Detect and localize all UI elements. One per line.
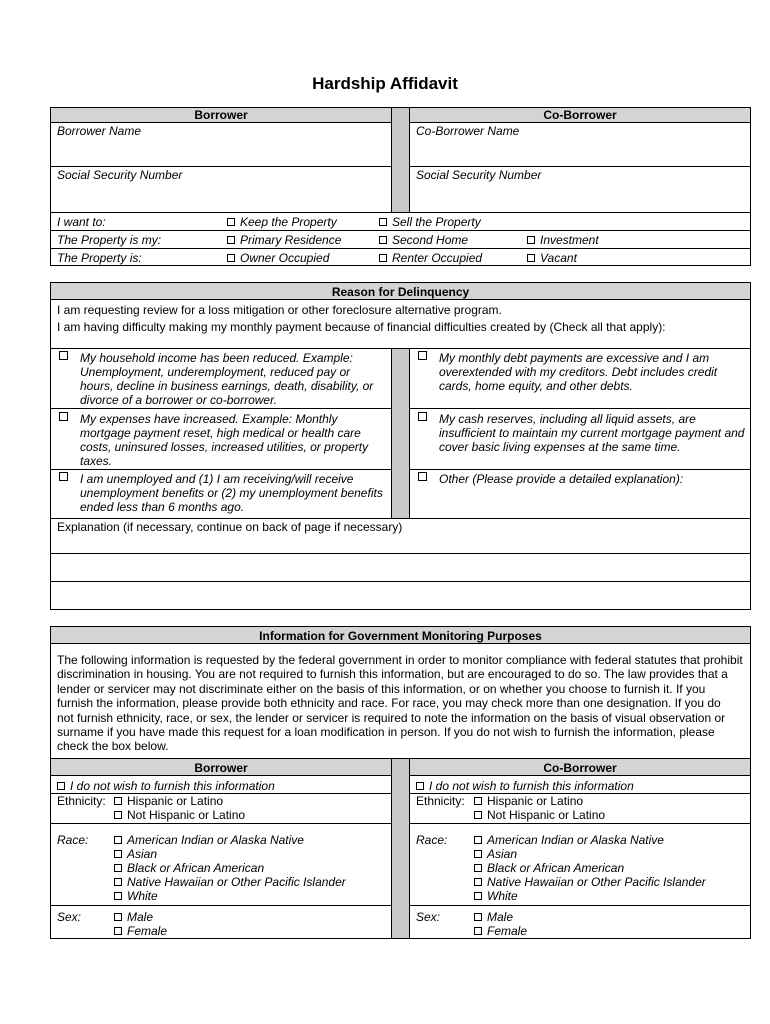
reason-unemployed-3: ended less than 6 months ago. bbox=[80, 500, 245, 514]
coborrower-male-option[interactable]: Male bbox=[474, 910, 513, 924]
coborrower-header: Co-Borrower bbox=[543, 108, 617, 122]
coborrower-name-field[interactable] bbox=[410, 124, 750, 166]
primary-residence-option[interactable]: Primary Residence bbox=[227, 233, 341, 247]
explanation-line-3[interactable] bbox=[51, 582, 750, 608]
borrower-ssn-field[interactable] bbox=[51, 168, 391, 211]
coborrower-ssn-field[interactable] bbox=[410, 168, 750, 211]
divider bbox=[51, 408, 391, 409]
explanation-line-1[interactable] bbox=[51, 536, 750, 552]
checkbox-icon[interactable] bbox=[227, 218, 235, 226]
borrower-race-option[interactable]: Black or African American bbox=[114, 861, 264, 875]
checkbox-icon[interactable] bbox=[474, 913, 482, 921]
borrower-header: Borrower bbox=[194, 108, 248, 122]
coborrower-race-label: Race: bbox=[416, 833, 448, 847]
checkbox-icon[interactable] bbox=[114, 864, 122, 872]
checkbox-icon[interactable] bbox=[114, 892, 122, 900]
divider bbox=[51, 518, 750, 519]
coborrower-race-option[interactable]: Asian bbox=[474, 847, 517, 861]
borrower-male-option[interactable]: Male bbox=[114, 910, 153, 924]
coborrower-ssn-label: Social Security Number bbox=[416, 168, 542, 182]
reason-cash-3: cover basic living expenses at the same time. bbox=[439, 440, 681, 454]
reason-cash-1: My cash reserves, including all liquid assets, are bbox=[439, 412, 696, 426]
borrower-hispanic-option[interactable]: Hispanic or Latino bbox=[114, 794, 223, 808]
coborrower-name-label: Co-Borrower Name bbox=[416, 124, 520, 138]
coborrower-hispanic-option[interactable]: Hispanic or Latino bbox=[474, 794, 583, 808]
monitoring-paragraph-6: surname if you have made this request for a loan modification in person. If you do not wish to furnish the information, please bbox=[57, 725, 715, 739]
borrower-female-option[interactable]: Female bbox=[114, 924, 167, 938]
divider bbox=[410, 823, 750, 824]
delinquency-line1: I am requesting review for a loss mitigation or other foreclosure alternative program. bbox=[57, 303, 502, 317]
monitoring-paragraph-3: lender or servicer may not discriminate either on the basis of this information, or on whether you choose to furnish it. If you bbox=[57, 681, 706, 696]
reason-debt-2: overextended with my creditors. Debt includes credit bbox=[439, 365, 718, 379]
renter-occupied-option[interactable]: Renter Occupied bbox=[379, 251, 482, 265]
column-divider bbox=[391, 108, 410, 212]
keep-property-option[interactable]: Keep the Property bbox=[227, 215, 337, 229]
coborrower-race-option[interactable]: White bbox=[474, 889, 518, 903]
borrower-name-label: Borrower Name bbox=[57, 124, 142, 138]
page-title: Hardship Affidavit bbox=[312, 74, 458, 93]
borrower-race-option[interactable]: American Indian or Alaska Native bbox=[114, 833, 304, 847]
checkbox-icon[interactable] bbox=[227, 236, 235, 244]
reason-other: Other (Please provide a detailed explanation): bbox=[439, 472, 684, 486]
checkbox-icon[interactable] bbox=[527, 254, 535, 262]
monitoring-paragraph-1: The following information is requested by the federal government in order to monitor compliance with federal statutes that prohibit bbox=[57, 653, 743, 667]
reason-income-3: hours, decline in business earnings, death, disability, or bbox=[80, 379, 374, 393]
reason-cash-2: insufficient to maintain my current mortgage payment and bbox=[439, 426, 745, 440]
reason-unemployed-2: unemployment benefits or (2) my unemployment benefits bbox=[80, 486, 383, 500]
explanation-label: Explanation (if necessary, continue on back of page if necessary) bbox=[57, 520, 403, 534]
checkbox-icon[interactable] bbox=[379, 236, 387, 244]
checkbox-icon[interactable] bbox=[114, 811, 122, 819]
reason-debt-1: My monthly debt payments are excessive and I am bbox=[439, 351, 710, 365]
divider bbox=[51, 212, 750, 213]
reason-debt-3: cards, home equity, and other debts. bbox=[439, 379, 633, 393]
coborrower-not-hispanic-option[interactable]: Not Hispanic or Latino bbox=[474, 808, 605, 822]
checkbox-icon[interactable] bbox=[114, 836, 122, 844]
checkbox-icon[interactable] bbox=[114, 850, 122, 858]
coborrower-no-furnish-option[interactable]: I do not wish to furnish this information bbox=[416, 779, 634, 793]
checkbox-icon[interactable] bbox=[418, 472, 427, 481]
want-label: I want to: bbox=[57, 215, 106, 229]
monitoring-paragraph-5: not furnish ethnicity, race, or sex, the lender or servicer is required to note the information on the basis of visual observation or bbox=[57, 710, 726, 725]
checkbox-icon[interactable] bbox=[59, 472, 68, 481]
divider bbox=[51, 823, 391, 824]
checkbox-icon[interactable] bbox=[59, 351, 68, 360]
borrower-no-furnish-option[interactable]: I do not wish to furnish this information bbox=[57, 779, 275, 793]
delinquency-line2: I am having difficulty making my monthly payment because of financial difficulties created by (Check all that apply): bbox=[57, 320, 666, 334]
borrower-not-hispanic-option[interactable]: Not Hispanic or Latino bbox=[114, 808, 245, 822]
explanation-line-2[interactable] bbox=[51, 554, 750, 580]
checkbox-icon[interactable] bbox=[474, 850, 482, 858]
reason-expenses-3: costs, uninsured losses, increased utilities, or property bbox=[80, 440, 369, 454]
checkbox-icon[interactable] bbox=[114, 797, 122, 805]
owner-occupied-option[interactable]: Owner Occupied bbox=[227, 251, 329, 265]
divider bbox=[51, 469, 391, 470]
coborrower-ethnicity-label: Ethnicity: bbox=[416, 794, 465, 808]
reason-expenses-1: My expenses have increased. Example: Monthly bbox=[80, 412, 338, 426]
checkbox-icon[interactable] bbox=[227, 254, 235, 262]
monitoring-header: Information for Government Monitoring Purposes bbox=[259, 629, 542, 643]
borrower-ethnicity-label: Ethnicity: bbox=[57, 794, 106, 808]
divider bbox=[410, 469, 750, 470]
delinquency-header: Reason for Delinquency bbox=[331, 285, 470, 299]
borrower-ssn-label: Social Security Number bbox=[57, 168, 183, 182]
divider bbox=[51, 166, 391, 167]
property-is-my-label: The Property is my: bbox=[57, 233, 162, 247]
divider bbox=[410, 166, 750, 167]
monitoring-paragraph-4: furnish the information, please provide both ethnicity and race. For race, you may check more than one designation. If you do bbox=[57, 696, 721, 711]
checkbox-icon[interactable] bbox=[114, 913, 122, 921]
reason-unemployed-1: I am unemployed and (1) I am receiving/will receive bbox=[80, 472, 354, 486]
coborrower-race-option[interactable]: American Indian or Alaska Native bbox=[474, 833, 664, 847]
reason-income-4: divorce of a borrower or co-borrower. bbox=[80, 393, 277, 407]
monitoring-borrower-header: Borrower bbox=[194, 761, 248, 775]
reason-income-1: My household income has been reduced. Example: bbox=[80, 351, 353, 365]
checkbox-icon[interactable] bbox=[474, 927, 482, 935]
sell-property-option[interactable]: Sell the Property bbox=[379, 215, 481, 229]
borrower-race-label: Race: bbox=[57, 833, 89, 847]
monitoring-paragraph-2: discrimination in housing. You are not required to furnish this information, but are encouraged to do so. The law provides that a bbox=[57, 667, 728, 682]
divider bbox=[410, 905, 750, 906]
checkbox-icon[interactable] bbox=[379, 254, 387, 262]
checkbox-icon[interactable] bbox=[474, 878, 482, 886]
monitoring-paragraph-7: check the box below. bbox=[57, 739, 169, 754]
checkbox-icon[interactable] bbox=[114, 927, 122, 935]
checkbox-icon[interactable] bbox=[416, 782, 424, 790]
coborrower-race-option[interactable]: Black or African American bbox=[474, 861, 624, 875]
divider bbox=[410, 408, 750, 409]
column-divider bbox=[391, 349, 410, 518]
reason-expenses-4: taxes. bbox=[80, 454, 113, 468]
checkbox-icon[interactable] bbox=[418, 351, 427, 360]
divider bbox=[51, 905, 391, 906]
divider bbox=[51, 230, 750, 231]
coborrower-female-option[interactable]: Female bbox=[474, 924, 527, 938]
column-divider bbox=[391, 759, 410, 938]
second-home-option[interactable]: Second Home bbox=[379, 233, 468, 247]
checkbox-icon[interactable] bbox=[527, 236, 535, 244]
checkbox-icon[interactable] bbox=[418, 412, 427, 421]
monitoring-coborrower-header: Co-Borrower bbox=[543, 761, 617, 775]
coborrower-sex-label: Sex: bbox=[416, 910, 441, 924]
checkbox-icon[interactable] bbox=[474, 797, 482, 805]
investment-option[interactable]: Investment bbox=[527, 233, 599, 247]
checkbox-icon[interactable] bbox=[114, 878, 122, 886]
checkbox-icon[interactable] bbox=[59, 412, 68, 421]
divider bbox=[51, 248, 750, 249]
borrower-race-option[interactable]: Asian bbox=[114, 847, 157, 861]
checkbox-icon[interactable] bbox=[474, 892, 482, 900]
coborrower-race-option[interactable]: Native Hawaiian or Other Pacific Islander bbox=[474, 875, 706, 889]
checkbox-icon[interactable] bbox=[474, 864, 482, 872]
property-is-label: The Property is: bbox=[57, 251, 142, 265]
borrower-race-option[interactable]: Native Hawaiian or Other Pacific Islander bbox=[114, 875, 346, 889]
checkbox-icon[interactable] bbox=[379, 218, 387, 226]
vacant-option[interactable]: Vacant bbox=[527, 251, 577, 265]
reason-income-2: Unemployment, underemployment, reduced pay or bbox=[80, 365, 351, 379]
borrower-name-field[interactable] bbox=[51, 124, 391, 166]
borrower-race-option[interactable]: White bbox=[114, 889, 158, 903]
reason-expenses-2: mortgage payment reset, high medical or health care bbox=[80, 426, 361, 440]
borrower-sex-label: Sex: bbox=[57, 910, 82, 924]
checkbox-icon[interactable] bbox=[474, 811, 482, 819]
checkbox-icon[interactable] bbox=[57, 782, 65, 790]
checkbox-icon[interactable] bbox=[474, 836, 482, 844]
